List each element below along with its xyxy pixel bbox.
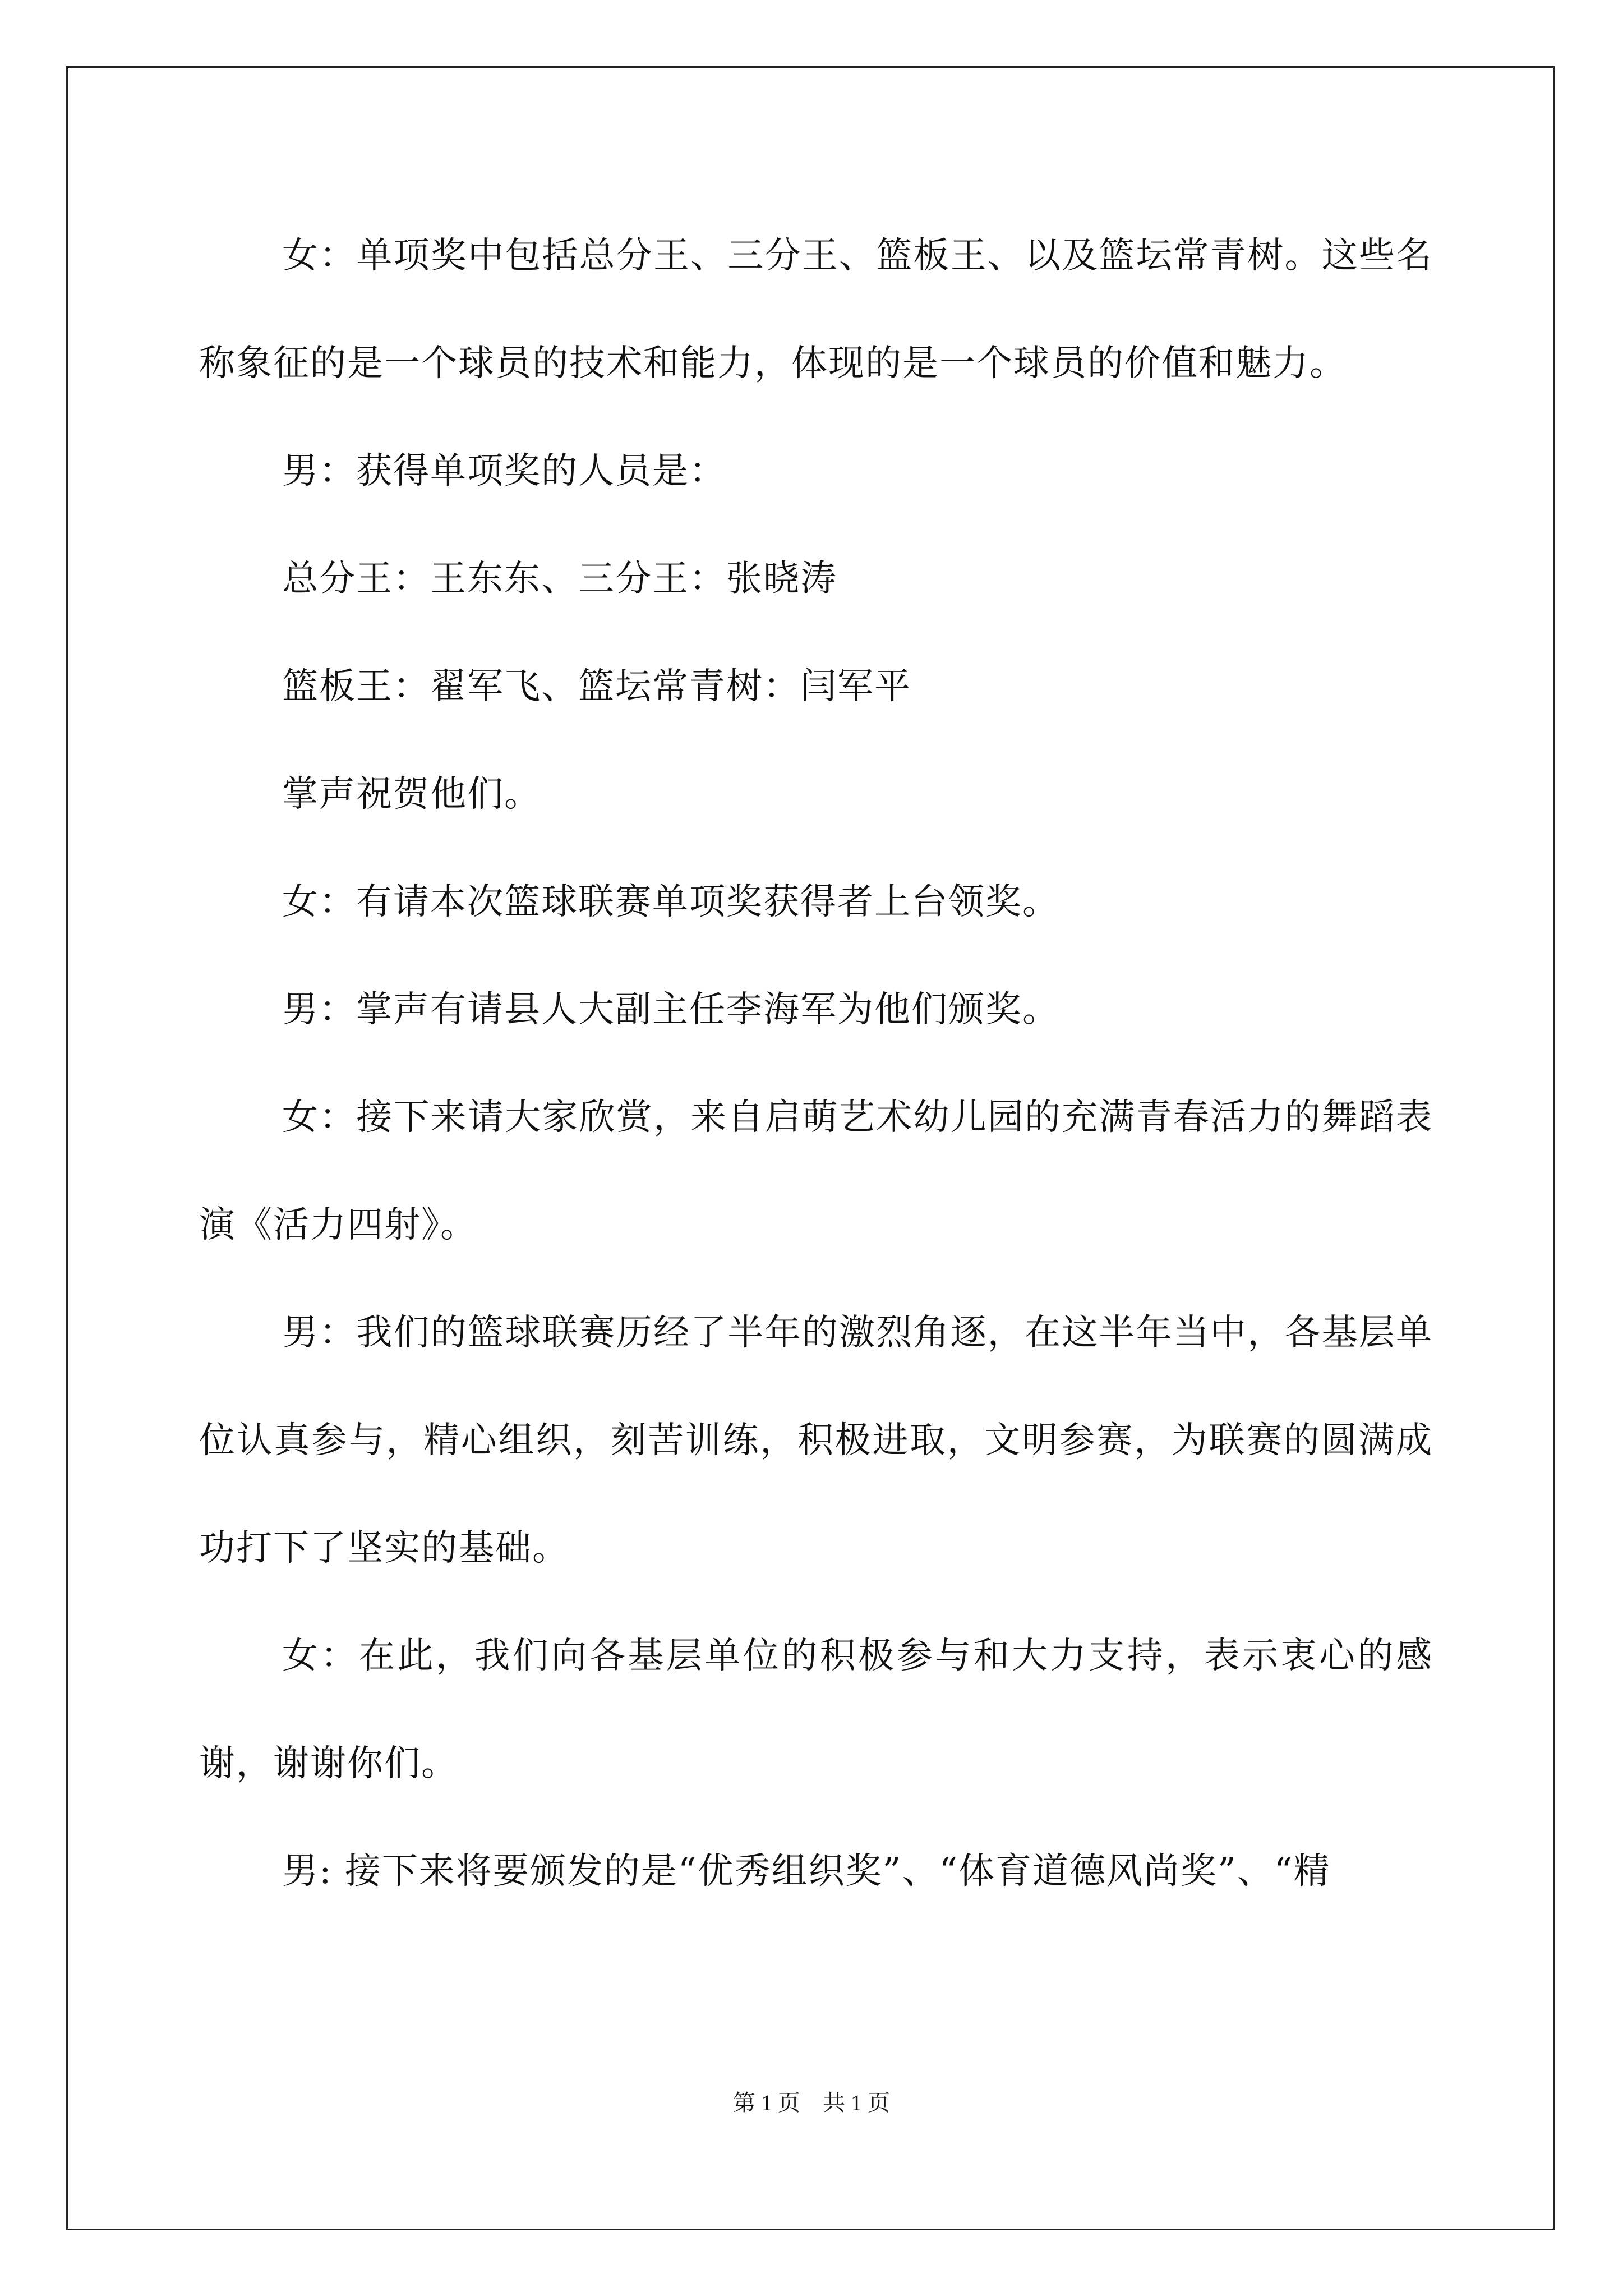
paragraph: 男：掌声有请县人大副主任李海军为他们颁奖。 — [282, 989, 1059, 1030]
page-number-footer: 第 1 页 共 1 页 — [733, 2090, 890, 2115]
paragraph: 篮板王：翟军飞、篮坛常青树：闫军平 — [282, 666, 911, 707]
document-body — [199, 202, 1433, 1925]
paragraph: 女：单项奖中包括总分王、三分王、篮板王、以及篮坛常青树。这些名称象征的是一个球员的技术和能力，体现的是一个球员的价值和魅力。 — [199, 235, 1433, 384]
paragraph: 总分王：王东东、三分王：张晓涛 — [282, 558, 837, 600]
paragraph: 女：在此，我们向各基层单位的积极参与和大力支持，表示衷心的感谢，谢谢你们。 — [199, 1635, 1433, 1784]
paragraph: 男：获得单项奖的人员是： — [282, 450, 726, 492]
paragraph: 男: 接下来将要颁发的是“优秀组织奖”、“体育道德风尚奖”、“精 — [282, 1851, 1331, 1892]
paragraph: 女：接下来请大家欣赏，来自启萌艺术幼儿园的充满青春活力的舞蹈表演《活力四射》。 — [199, 1097, 1433, 1246]
paragraph: 男：我们的篮球联赛历经了半年的激烈角逐，在这半年当中，各基层单位认真参与，精心组织，刻苦训练，积极进取，文明参赛，为联赛的圆满成功打下了坚实的基础。 — [199, 1312, 1433, 1569]
paragraph: 掌声祝贺他们。 — [282, 774, 541, 815]
paragraph: 女：有请本次篮球联赛单项奖获得者上台领奖。 — [282, 881, 1059, 923]
